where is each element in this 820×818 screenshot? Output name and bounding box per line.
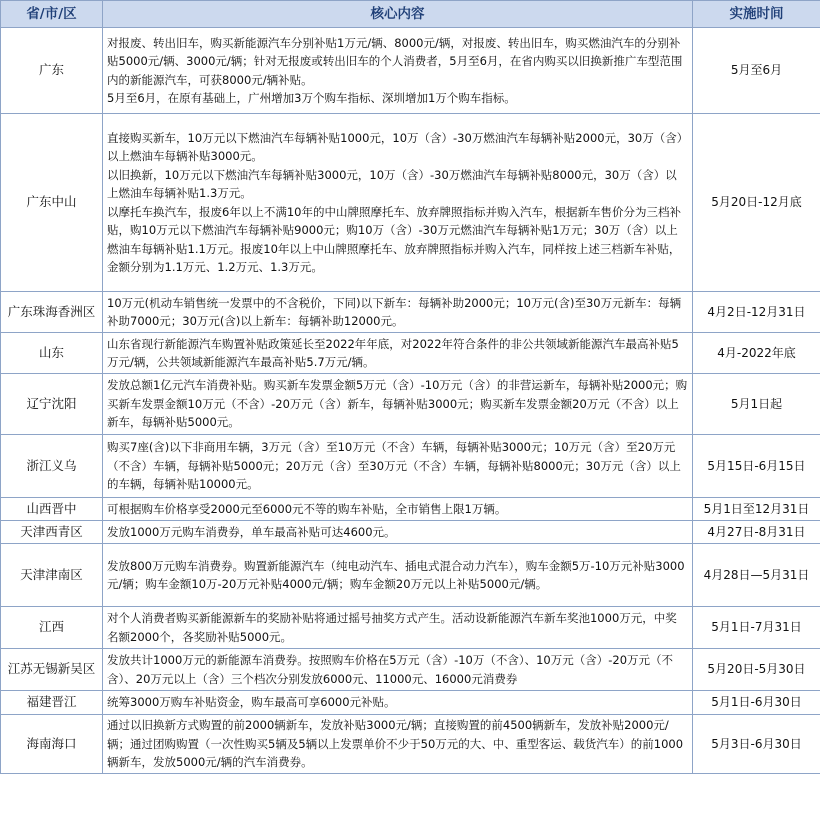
content-cell bbox=[103, 691, 693, 715]
table-row bbox=[1, 374, 820, 435]
content-paragraph: 山东省现行新能源汽车购置补贴政策延长至2022年年底，对2022年符合条件的非公共领域新能源汽车最高补贴5万元/辆，公共领域新能源汽车最高补贴5.7万元/辆。 bbox=[107, 336, 679, 369]
time-cell: 5月1日至12月31日 bbox=[693, 498, 820, 521]
table-row bbox=[1, 292, 820, 333]
content-cell bbox=[103, 374, 693, 435]
time-cell: 4月27日-8月31日 bbox=[693, 521, 820, 544]
content-paragraph: 发放总额1亿元汽车消费补贴。购买新车发票金额5万元（含）-10万元（含）的非营运新车，每辆补贴2000元；购买新车发票金额10万元（不含）-20万元（含）新车，每辆补贴3000元；购买新车发票金额20万元（不含）以上新车，每辆补贴5000元。 bbox=[107, 378, 688, 430]
table-row bbox=[1, 649, 820, 691]
content-cell bbox=[103, 292, 693, 333]
content-paragraph: 直接购买新车，10万元以下燃油汽车每辆补贴1000元，10万（含）-30万燃油汽车每辆补贴2000元，30万（含）以上燃油车每辆补贴3000元。 bbox=[107, 130, 683, 163]
content-paragraph: 对报废、转出旧车，购买新能源汽车分别补贴1万元/辆、8000元/辆，对报废、转出旧车，购买燃油汽车的分别补贴5000元/辆、3000元/辆；针对无报废或转出旧车的个人消费者，5月至6月，在省内购买以旧换新推广车型范围内的新能源汽车，可获8000元/辆补贴。 bbox=[107, 35, 683, 87]
table-row bbox=[1, 521, 820, 544]
content-paragraph: 以旧换新，10万元以下燃油汽车每辆补贴3000元，10万（含）-30万燃油汽车每辆补贴8000元，30万（含）以上燃油车每辆补贴1.3万元。 bbox=[107, 167, 677, 200]
time-cell: 5月20日-5月30日 bbox=[693, 649, 820, 691]
content-paragraph: 发放800万元购车消费券。购置新能源汽车（纯电动汽车、插电式混合动力汽车），购车金额5万-10万元补贴3000元/辆；购车金额10万-20万元补贴4000元/辆；购车金额20万元以上补贴5000元/辆。 bbox=[107, 558, 685, 591]
content-paragraph: 发放共计1000万元的新能源车消费券。按照购车价格在5万元（含）-10万（不含）、10万元（含）-20万元（不含）、20万元以上（含）三个档次分别发放6000元、11000元、16000元消费券 bbox=[107, 653, 674, 686]
time-cell: 4月-2022年底 bbox=[693, 333, 820, 374]
table-row bbox=[1, 715, 820, 774]
content-paragraph: 5月至6月，在原有基础上，广州增加3万个购车指标、深圳增加1万个购车指标。 bbox=[107, 91, 516, 105]
content-paragraph: 发放1000万元购车消费券，单车最高补贴可达4600元。 bbox=[107, 524, 396, 539]
time-cell: 5月1日-6月30日 bbox=[693, 691, 820, 715]
time-cell: 5月1日起 bbox=[693, 374, 820, 435]
table-body bbox=[1, 28, 820, 774]
table-row bbox=[1, 498, 820, 521]
time-cell: 4月2日-12月31日 bbox=[693, 292, 820, 333]
table-row bbox=[1, 544, 820, 607]
region-cell: 山东 bbox=[1, 333, 103, 374]
region-cell: 广东 bbox=[1, 28, 103, 114]
region-cell: 海南海口 bbox=[1, 715, 103, 774]
content-cell bbox=[103, 28, 693, 114]
table-row bbox=[1, 435, 820, 498]
content-cell bbox=[103, 435, 693, 498]
header-region: 省/市/区 bbox=[1, 1, 103, 28]
region-cell: 广东中山 bbox=[1, 114, 103, 292]
content-cell bbox=[103, 715, 693, 774]
region-cell: 江西 bbox=[1, 607, 103, 649]
region-cell: 福建晋江 bbox=[1, 691, 103, 715]
time-cell: 5月1日-7月31日 bbox=[693, 607, 820, 649]
content-paragraph: 通过以旧换新方式购置的前2000辆新车，发放补贴3000元/辆；直接购置的前4500辆新车，发放补贴2000元/辆；通过团购购置（一次性购买5辆及5辆以上发票单价不少于50万元的大、中、重型客运、载货汽车）的前1000辆新车，发放5000元/辆的汽车消费券。 bbox=[107, 718, 684, 769]
table-row bbox=[1, 607, 820, 649]
header-time: 实施时间 bbox=[693, 1, 820, 28]
content-cell bbox=[103, 114, 693, 292]
table-row bbox=[1, 333, 820, 374]
content-cell bbox=[103, 521, 693, 544]
content-cell bbox=[103, 649, 693, 691]
content-paragraph: 10万元(机动车销售统一发票中的不含税价，下同)以下新车：每辆补助2000元；10万元(含)至30万元新车：每辆补助7000元；30万元(含)以上新车：每辆补助12000元。 bbox=[107, 295, 682, 328]
header-content: 核心内容 bbox=[103, 1, 693, 28]
content-cell bbox=[103, 333, 693, 374]
content-paragraph: 可根据购车价格享受2000元至6000元不等的购车补贴，全市销售上限1万辆。 bbox=[107, 501, 507, 516]
content-paragraph: 对个人消费者购买新能源新车的奖励补贴将通过摇号抽奖方式产生。活动设新能源汽车新车奖池1000万元，中奖名额2000个，各奖励补贴5000元。 bbox=[107, 611, 677, 644]
region-cell: 浙江义乌 bbox=[1, 435, 103, 498]
content-cell bbox=[103, 607, 693, 649]
content-cell bbox=[103, 498, 693, 521]
time-cell: 5月3日-6月30日 bbox=[693, 715, 820, 774]
time-cell: 5月20日-12月底 bbox=[693, 114, 820, 292]
region-cell: 广东珠海香洲区 bbox=[1, 292, 103, 333]
region-cell: 天津津南区 bbox=[1, 544, 103, 607]
region-cell: 辽宁沈阳 bbox=[1, 374, 103, 435]
time-cell: 4月28日—5月31日 bbox=[693, 544, 820, 607]
region-cell: 江苏无锡新吴区 bbox=[1, 649, 103, 691]
content-paragraph: 购买7座(含)以下非商用车辆，3万元（含）至10万元（不含）车辆，每辆补贴3000元；10万元（含）至20万元（不含）车辆，每辆补贴5000元；20万元（含）至30万元（不含）车辆，每辆补贴8000元；30万元（含）以上的车辆，每辆补贴10000元。 bbox=[107, 440, 681, 492]
region-cell: 山西晋中 bbox=[1, 498, 103, 521]
table-row bbox=[1, 114, 820, 292]
header-row bbox=[1, 1, 820, 28]
content-paragraph: 统筹3000万购车补贴资金，购车最高可享6000元补贴。 bbox=[107, 695, 396, 710]
time-cell: 5月至6月 bbox=[693, 28, 820, 114]
content-cell bbox=[103, 544, 693, 607]
content-paragraph: 以摩托车换汽车，报废6年以上不满10年的中山牌照摩托车、放弃牌照指标并购入汽车，根据新车售价分为三档补贴，购10万元以下燃油汽车每辆补贴9000元；购10万（含）-30万元燃油汽车每辆补贴1万元；30万（含）以上燃油车每辆补贴1.1万元。报废10年以上中山牌照摩托车、放弃牌照指标并购入汽车，同样按上述三档新车补贴，金额分别为1.1万元、1.2万元、1.3万元。 bbox=[107, 204, 681, 274]
region-cell: 天津西青区 bbox=[1, 521, 103, 544]
time-cell: 5月15日-6月15日 bbox=[693, 435, 820, 498]
table-row bbox=[1, 28, 820, 114]
table-row bbox=[1, 691, 820, 715]
